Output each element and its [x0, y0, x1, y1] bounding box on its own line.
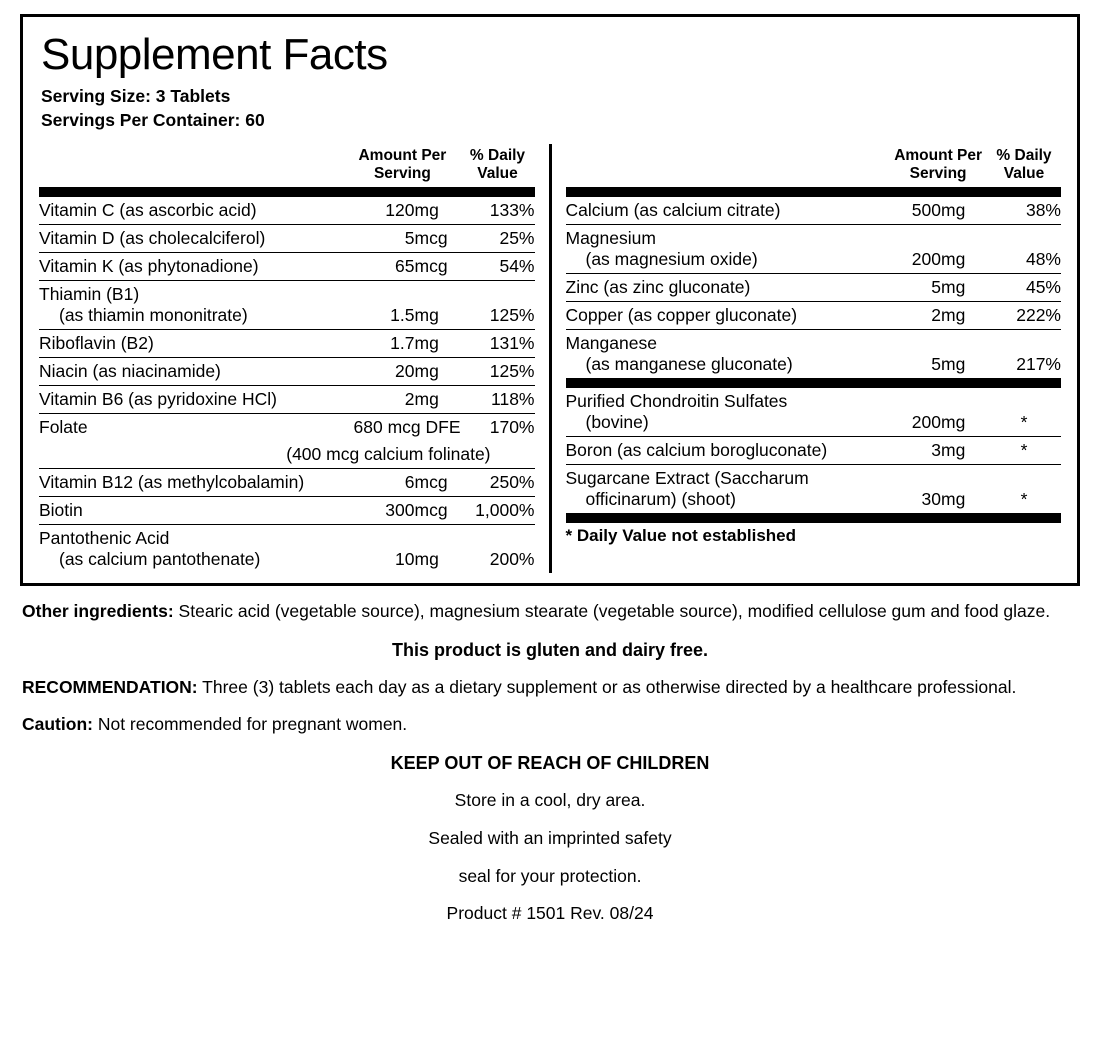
- table-row: [566, 197, 1062, 225]
- table-row: [566, 329, 1062, 383]
- header-dv-line2: Value: [1003, 165, 1045, 183]
- nutrient-name: [39, 524, 344, 573]
- servings-per-container: Servings Per Container: 60: [41, 109, 265, 130]
- nutrient-name: [39, 280, 344, 329]
- keep-out-of-reach: KEEP OUT OF REACH OF CHILDREN: [390, 753, 710, 774]
- nutrient-name-line1: Pantothenic Acid: [39, 527, 170, 548]
- table-row: [39, 468, 535, 496]
- nutrient-unit: mg: [941, 224, 987, 273]
- nutrient-amount: 200: [889, 388, 941, 437]
- header-dv-line2: Value: [477, 165, 518, 183]
- table-row: [39, 224, 535, 252]
- nutrient-dv: *: [1020, 488, 1028, 509]
- nutrient-name: Copper (as copper gluconate): [566, 301, 890, 329]
- header-blank: [566, 144, 890, 192]
- caution: [22, 713, 1078, 737]
- nutrients-right-column: [552, 144, 1062, 573]
- recommendation-label: RECOMMENDATION:: [22, 676, 198, 697]
- nutrient-unit: mg: [414, 548, 439, 569]
- nutrient-amount: 2: [344, 385, 414, 413]
- nutrient-unit: mg: [941, 488, 966, 509]
- daily-value-footnote: * Daily Value not established: [565, 525, 797, 545]
- nutrient-name: Biotin: [39, 496, 344, 524]
- nutrient-name: Calcium (as calcium citrate): [566, 197, 890, 225]
- nutrient-name: Vitamin B6 (as pyridoxine HCl): [39, 385, 344, 413]
- table-row: [566, 224, 1062, 273]
- header-dv-line1: % Daily: [469, 147, 526, 165]
- table-row: [39, 357, 535, 385]
- other-ingredients: [22, 600, 1078, 624]
- nutrient-name: Zinc (as zinc gluconate): [566, 273, 890, 301]
- nutrient-dv: 118%: [461, 385, 535, 413]
- nutrient-amount: 30: [921, 488, 941, 509]
- table-row: [566, 301, 1062, 329]
- nutrient-name-line2: (bovine): [585, 411, 649, 432]
- nutrient-unit: mg: [941, 197, 987, 225]
- nutrient-unit: mcg: [415, 252, 461, 280]
- table-row: [566, 388, 1062, 437]
- nutrient-dv: 217%: [1016, 353, 1061, 374]
- label-body-text: [20, 600, 1080, 926]
- nutrient-name-line1: Magnesium: [565, 227, 656, 248]
- serving-size: Serving Size: 3 Tablets: [41, 86, 231, 106]
- header-blank: [39, 144, 344, 192]
- nutrient-dv: *: [987, 388, 1061, 437]
- nutrient-table-left: [39, 144, 535, 573]
- nutrient-amount: 1.5: [344, 280, 414, 329]
- nutrient-dv: 125%: [461, 280, 535, 329]
- header-amount-per-serving: [889, 144, 987, 192]
- nutrient-dv: 1,000%: [461, 496, 535, 524]
- nutrient-note: (400 mcg calcium folinate): [39, 441, 535, 469]
- nutrient-unit: mcg: [415, 468, 461, 496]
- product-number: Product # 1501 Rev. 08/24: [446, 903, 654, 924]
- nutrient-name-line2: (as thiamin mononitrate): [59, 304, 248, 325]
- nutrient-amount: 20: [344, 357, 414, 385]
- nutrient-name: Niacin (as niacinamide): [39, 357, 344, 385]
- storage-line-1: Store in a cool, dry area.: [454, 790, 646, 811]
- storage-line-3: seal for your protection.: [458, 865, 642, 886]
- nutrient-name: Folate: [39, 416, 88, 437]
- nutrient-unit: mg: [415, 197, 461, 225]
- nutrient-name: [566, 388, 890, 437]
- table-row: [39, 385, 535, 413]
- nutrients-left-column: [39, 144, 549, 573]
- nutrient-dv: 131%: [461, 329, 535, 357]
- header-serving: Serving: [373, 165, 431, 183]
- nutrient-name: Vitamin K (as phytonadione): [39, 252, 344, 280]
- nutrient-dv: 125%: [461, 357, 535, 385]
- gluten-dairy-statement: This product is gluten and dairy free.: [391, 639, 709, 660]
- nutrient-unit: mg: [941, 301, 987, 329]
- nutrient-name: Vitamin C (as ascorbic acid): [39, 197, 344, 225]
- nutrient-amount: 5: [931, 353, 941, 374]
- table-row: [39, 496, 535, 524]
- nutrient-dv: *: [987, 436, 1061, 464]
- table-header-row: [39, 144, 535, 192]
- nutrient-amount: 5: [344, 224, 414, 252]
- header-amount-per: Amount Per: [358, 147, 447, 165]
- nutrient-name: [566, 224, 890, 273]
- nutrient-amount: 2: [889, 301, 941, 329]
- nutrient-amount: 3: [889, 436, 941, 464]
- nutrient-unit: mg: [415, 385, 461, 413]
- table-row: [39, 413, 535, 441]
- table-row-note: [39, 441, 535, 469]
- nutrient-amount: 65: [344, 252, 414, 280]
- nutrient-name-line2: (as magnesium oxide): [585, 248, 758, 269]
- nutrient-name-line1: Manganese: [565, 332, 657, 353]
- nutrient-columns: [39, 144, 1061, 573]
- nutrient-amount: 500: [889, 197, 941, 225]
- table-row: [39, 329, 535, 357]
- nutrient-unit: mcg: [415, 496, 461, 524]
- nutrient-name: [566, 464, 890, 518]
- nutrient-name-line1: Purified Chondroitin Sulfates: [565, 390, 788, 411]
- nutrient-name: Vitamin B12 (as methylcobalamin): [39, 468, 344, 496]
- header-amount-per: Amount Per: [894, 147, 983, 165]
- header-amount-per-serving: [344, 144, 460, 192]
- nutrient-amount: 680 mcg DFE: [353, 416, 461, 437]
- nutrient-amount: 1.7: [344, 329, 414, 357]
- nutrient-amount: 300: [344, 496, 414, 524]
- nutrient-amount: 200: [889, 224, 941, 273]
- caution-label: Caution:: [22, 714, 93, 735]
- caution-text: Not recommended for pregnant women.: [92, 714, 408, 735]
- nutrient-dv: 25%: [461, 224, 535, 252]
- nutrient-unit: mcg: [415, 224, 461, 252]
- nutrient-unit: mg: [415, 280, 461, 329]
- nutrient-amount: 6: [344, 468, 414, 496]
- nutrient-unit: mg: [941, 353, 966, 374]
- table-header-row: [566, 144, 1062, 192]
- facts-panel: [20, 14, 1080, 586]
- table-row: [39, 280, 535, 329]
- table-row: [39, 252, 535, 280]
- nutrient-amount: 10: [395, 548, 415, 569]
- nutrient-name-line1: Sugarcane Extract (Saccharum: [565, 467, 809, 488]
- nutrient-dv: 133%: [461, 197, 535, 225]
- nutrient-dv: 170%: [489, 416, 535, 437]
- recommendation-text: Three (3) tablets each day as a dietary supplement or as otherwise directed by a healthcare professional.: [197, 676, 1017, 697]
- nutrient-unit: mg: [941, 273, 987, 301]
- nutrient-unit: mg: [415, 357, 461, 385]
- page-title: Supplement Facts: [41, 30, 388, 79]
- nutrient-dv: 48%: [987, 224, 1061, 273]
- nutrient-unit: mg: [941, 436, 987, 464]
- nutrient-name: [566, 329, 890, 383]
- table-row: [566, 436, 1062, 464]
- nutrient-dv: 38%: [987, 197, 1061, 225]
- nutrient-unit: mg: [415, 329, 461, 357]
- nutrient-dv: 200%: [489, 548, 535, 569]
- nutrient-unit: mg: [941, 388, 987, 437]
- nutrient-name-line2: (as calcium pantothenate): [59, 548, 261, 569]
- nutrient-amount: 120: [344, 197, 414, 225]
- storage-line-2: Sealed with an imprinted safety: [428, 827, 672, 848]
- nutrient-dv: 222%: [987, 301, 1061, 329]
- nutrient-dv: 54%: [461, 252, 535, 280]
- recommendation: [22, 676, 1078, 700]
- table-row: [566, 273, 1062, 301]
- other-ingredients-text: Stearic acid (vegetable source), magnesium stearate (vegetable source), modified cellulose gum and food glaze.: [173, 600, 1051, 621]
- nutrient-amount: 5: [889, 273, 941, 301]
- nutrient-name: Vitamin D (as cholecalciferol): [39, 224, 344, 252]
- header-dv-line1: % Daily: [996, 147, 1052, 165]
- header-daily-value: [987, 144, 1061, 192]
- nutrient-name-line2: (as manganese gluconate): [585, 353, 793, 374]
- header-daily-value: [461, 144, 535, 192]
- nutrient-name: Riboflavin (B2): [39, 329, 344, 357]
- nutrient-name: Boron (as calcium borogluconate): [566, 436, 890, 464]
- other-ingredients-label: Other ingredients:: [22, 600, 174, 621]
- nutrient-dv: 250%: [461, 468, 535, 496]
- header-serving: Serving: [909, 165, 967, 183]
- nutrient-name-line1: Thiamin (B1): [39, 283, 140, 304]
- nutrient-name-line2: officinarum) (shoot): [585, 488, 736, 509]
- table-row: [39, 197, 535, 225]
- nutrient-dv: 45%: [987, 273, 1061, 301]
- table-row: [566, 464, 1062, 518]
- footnote-row: [566, 523, 1062, 549]
- nutrient-table-right: [566, 144, 1062, 549]
- table-row: [39, 524, 535, 573]
